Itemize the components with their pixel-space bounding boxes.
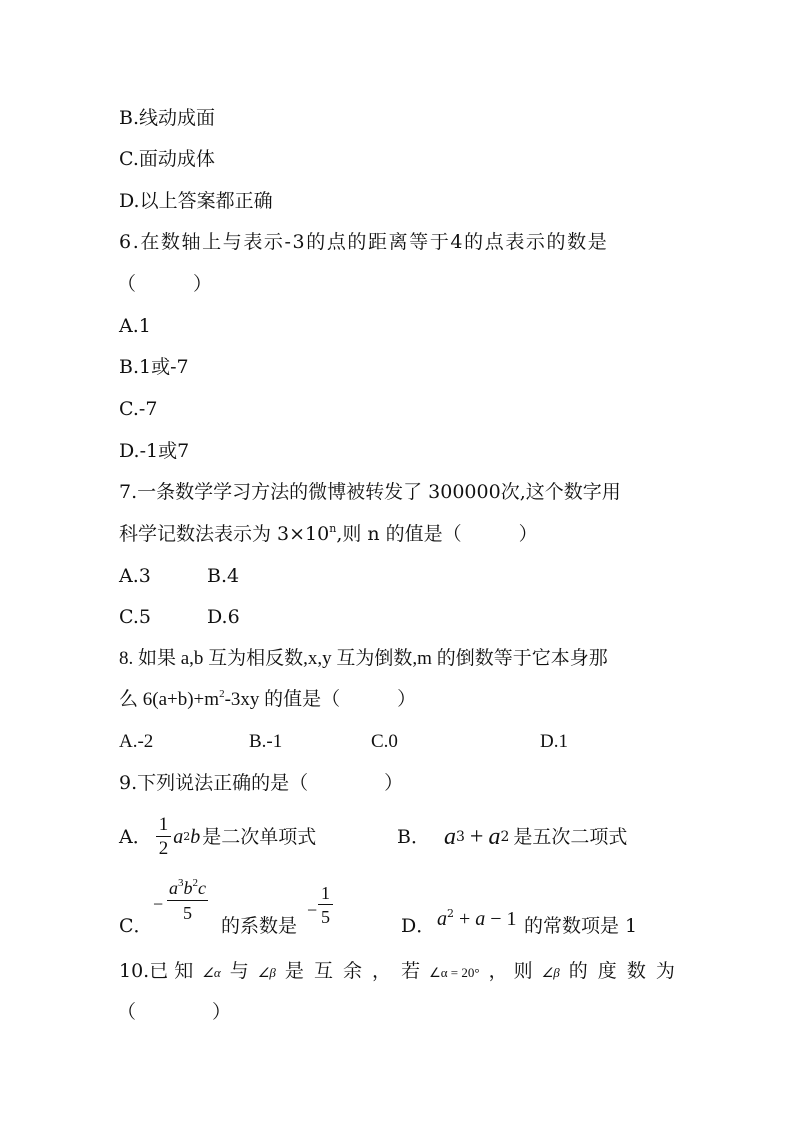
q9-option-c-var-b: b — [183, 878, 193, 898]
q8-stem-part1: 么 6(a+b)+m — [119, 689, 220, 710]
q6-answer-blank: （ ） — [117, 273, 213, 295]
q8-stem-line1: 8. 如果 a,b 互为相反数,x,y 互为倒数,m 的倒数等于它本身那 — [119, 648, 608, 669]
q9-option-a-text: 是二次单项式 — [202, 826, 317, 848]
q5-option-b: B.线动成面 — [119, 107, 216, 129]
q9-option-b: B． a 3 + a 2 是五次二项式 — [397, 824, 628, 850]
q6-stem: 6.在数轴上与表示-3的点的距离等于4的点表示的数是 — [119, 231, 609, 253]
q10-angle-alpha: ∠α — [202, 965, 221, 980]
q7-stem-line1: 7.一条数学学习方法的微博被转发了 300000次,这个数字用 — [119, 481, 621, 503]
q9-option-c-var-a: a — [169, 878, 178, 898]
q10-stem-part3: 是 互 余 ， 若 — [284, 960, 421, 982]
q9-option-c-minus: − — [153, 894, 164, 914]
q7-option-d: D.6 — [207, 606, 240, 628]
q10-stem-part4: ， 则 — [488, 960, 533, 982]
q9-option-c-coef-numerator: 1 — [318, 883, 333, 905]
q9-option-c-var-c: c — [198, 878, 206, 898]
q9-option-c-numerator — [167, 878, 208, 901]
q9-option-c-coef-denominator: 5 — [321, 907, 330, 927]
q8-stem-line2 — [119, 688, 416, 712]
q9-option-d-minus-one: − 1 — [485, 908, 517, 930]
q9-option-b-plus: + — [469, 824, 484, 850]
q9-option-a-var-a: a — [173, 826, 184, 848]
q7-option-b: B.4 — [207, 565, 240, 587]
q9-option-d-var-a2: a — [475, 908, 486, 930]
q6-option-b: B.1或-7 — [119, 356, 189, 378]
q7-stem-part2: ,则 n 的值是（ ） — [336, 523, 538, 545]
q10-stem — [119, 959, 675, 985]
q10-stem-part2: 与 — [229, 960, 249, 982]
q5-option-c: C.面动成体 — [119, 148, 215, 170]
q8-stem-part2: -3xy 的值是（ ） — [224, 689, 417, 710]
q9-option-c-exp-b: 2 — [192, 877, 198, 889]
q9-option-c-exp-a: 3 — [178, 877, 184, 889]
q8-exponent: 2 — [219, 688, 225, 700]
q9-option-a-var-b: b — [190, 826, 201, 848]
q7-exponent: n — [329, 522, 337, 535]
q5-option-d: D.以上答案都正确 — [119, 190, 273, 212]
q9-option-a-label: A． — [119, 826, 152, 848]
q10-stem-part5: 的 度 数 为 — [568, 960, 675, 982]
q9-option-c-text: 的系数是 — [221, 915, 298, 937]
q6-option-d: D.-1或7 — [119, 440, 190, 462]
q9-option-a-fraction — [156, 815, 172, 860]
q8-option-c: C.0 — [371, 731, 398, 752]
q9-option-d-exp: 2 — [447, 907, 454, 920]
q7-option-c: C.5 — [119, 606, 151, 628]
q9-option-c-coef-minus: − — [307, 900, 318, 920]
q9-option-b-label: B． — [397, 826, 430, 848]
q9-option-c-denominator: 5 — [183, 903, 192, 923]
q9-option-b-var1: a — [443, 824, 456, 850]
q9-option-c-label: C． — [119, 915, 153, 937]
q9-option-d-expression — [437, 906, 517, 931]
q10-angle-beta: ∠β — [257, 965, 276, 980]
q10-condition: ∠α = 20° — [429, 965, 480, 980]
q10-answer-blank: （ ） — [117, 1001, 232, 1023]
q9-option-d-label: D． — [401, 915, 436, 937]
q9-option-b-var2: a — [488, 824, 501, 850]
q9-option-c-fraction — [167, 878, 208, 924]
q10-angle-beta-2: ∠β — [541, 965, 560, 980]
q9-option-d-var-a: a — [437, 908, 447, 930]
q9-option-a-numerator: 1 — [156, 815, 172, 837]
q8-option-b: B.-1 — [249, 731, 283, 752]
q6-option-a: A.1 — [119, 315, 151, 337]
q9-option-d-text: 的常数项是 1 — [524, 915, 638, 937]
q8-option-a: A.-2 — [119, 731, 154, 752]
q9-option-b-text: 是五次二项式 — [513, 826, 628, 848]
q9-option-a: A． $\frac{1}{2}$ a 2 b 是二次单项式 — [119, 813, 317, 859]
q8-option-d: D.1 — [540, 731, 568, 752]
q9-stem: 9.下列说法正确的是（ ） — [119, 772, 404, 794]
q10-stem-part1: 10.已 知 — [119, 960, 194, 982]
q7-option-a: A.3 — [119, 565, 151, 587]
q9-option-c-coef-fraction — [318, 883, 333, 928]
q9-option-d-plus: + — [454, 908, 476, 930]
q6-option-c: C.-7 — [119, 398, 158, 420]
q7-stem-line2 — [119, 522, 538, 546]
q7-stem-part1: 科学记数法表示为 3×10 — [119, 523, 330, 545]
q9-option-a-denominator: 2 — [158, 837, 169, 859]
